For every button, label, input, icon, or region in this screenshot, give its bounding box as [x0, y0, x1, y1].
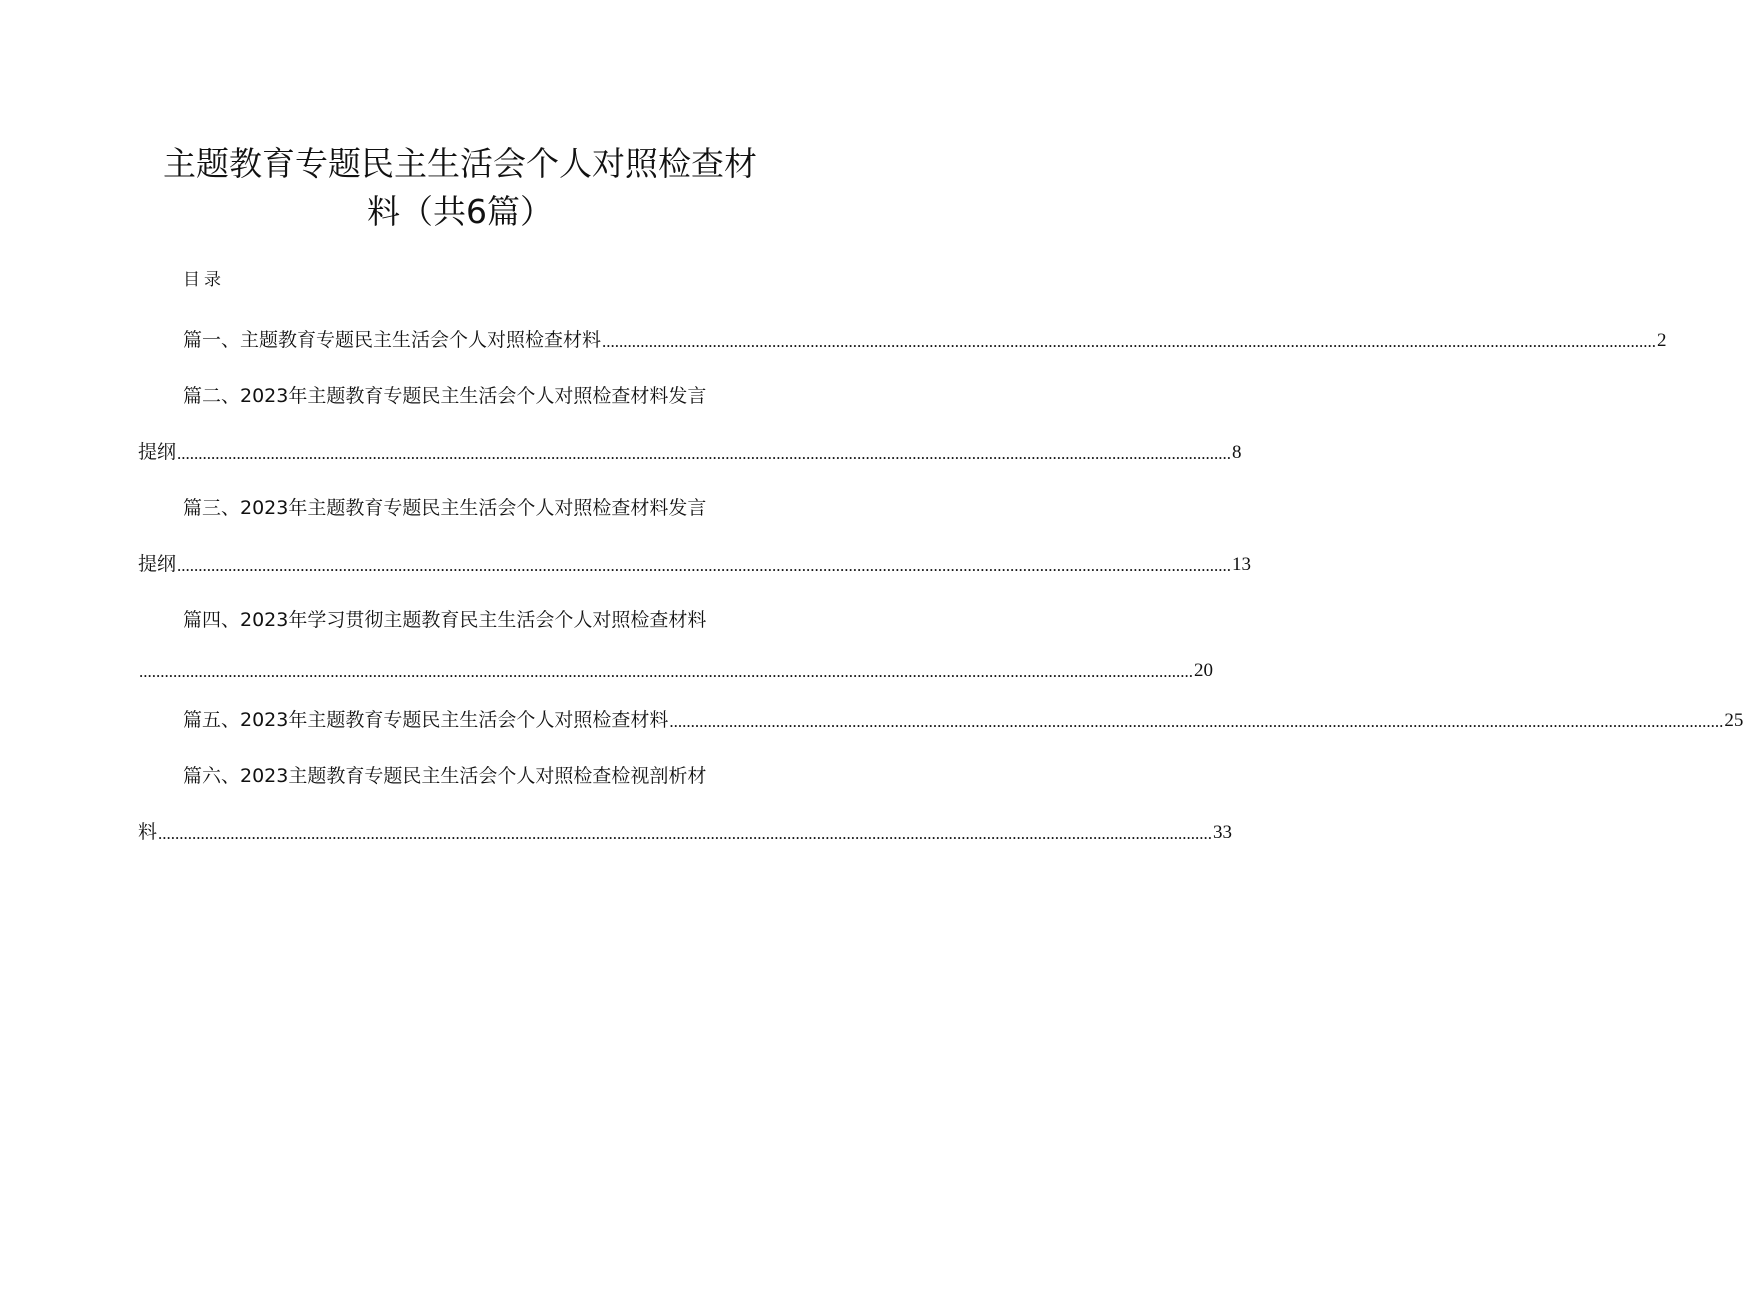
toc-entry-5-title: 篇五、2023年主题教育专题民主生活会个人对照检查材料 — [183, 709, 669, 731]
toc-entry-1[interactable] — [183, 324, 1667, 351]
toc-entry-3-page-number: 13 — [1232, 554, 1252, 575]
document-title-line-1: 主题教育专题民主生活会个人对照检查材 — [163, 144, 757, 183]
toc-entry-1-title: 篇一、主题教育专题民主生活会个人对照检查材料 — [183, 329, 602, 351]
dot-leader: ........................................................................................................................................................................................................................................................ — [669, 712, 1724, 731]
toc-entry-6-page-number: 33 — [1213, 822, 1233, 843]
toc-entry-6-line-1[interactable] — [183, 760, 743, 786]
toc-entry-6-title-line-1: 篇六、2023主题教育专题民主生活会个人对照检查检视剖析材 — [183, 765, 707, 787]
toc-entry-3-title-line-1: 篇三、2023年主题教育专题民主生活会个人对照检查材料发言 — [183, 497, 707, 519]
toc-entry-4-line-2[interactable] — [138, 654, 1213, 681]
toc-entry-2-line-2[interactable] — [138, 436, 1242, 463]
toc-entry-2-title-line-1: 篇二、2023年主题教育专题民主生活会个人对照检查材料发言 — [183, 385, 707, 407]
dot-leader: ........................................................................................................................................................................................................................................................ — [602, 332, 1657, 351]
dot-leader: ........................................................................................................................................................................................................................................................ — [158, 824, 1213, 843]
toc-entry-2-line-1[interactable] — [183, 380, 743, 406]
dot-leader: ........................................................................................................................................................................................................................................................ — [177, 444, 1232, 463]
toc-entry-5[interactable] — [183, 704, 1743, 731]
document-title-line-2: 料（共6篇） — [367, 192, 553, 231]
toc-entry-4-line-1[interactable] — [183, 604, 743, 630]
toc-entry-4-title-line-1: 篇四、2023年学习贯彻主题教育民主生活会个人对照检查材料 — [183, 609, 707, 631]
toc-entry-5-page-number: 25 — [1724, 710, 1743, 731]
toc-entry-3-line-2[interactable] — [138, 548, 1252, 575]
toc-entry-6-title-line-2: 料 — [138, 821, 158, 843]
toc-entry-1-page-number: 2 — [1657, 330, 1667, 351]
toc-entry-3-line-1[interactable] — [183, 492, 743, 518]
toc-entry-6-line-2[interactable] — [138, 816, 1233, 843]
toc-entry-3-title-line-2: 提纲 — [138, 553, 177, 575]
toc-heading: 目录 — [183, 270, 225, 290]
toc-entry-2-page-number: 8 — [1232, 442, 1242, 463]
dot-leader: ........................................................................................................................................................................................................................................................ — [139, 662, 1193, 681]
toc-entry-4-page-number: 20 — [1194, 660, 1213, 681]
toc-entry-2-title-line-2: 提纲 — [138, 441, 177, 463]
dot-leader: ........................................................................................................................................................................................................................................................ — [177, 556, 1232, 575]
